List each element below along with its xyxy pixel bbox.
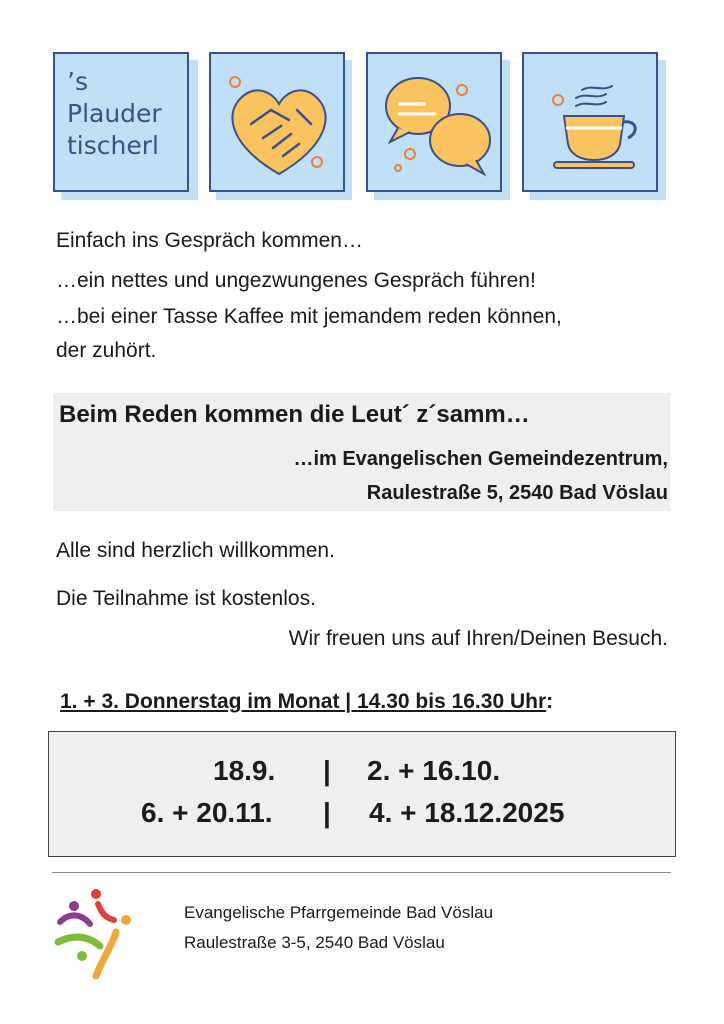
handshake-heart-icon <box>211 54 347 194</box>
date-row1-right: 2. + 16.10. <box>367 755 501 786</box>
schedule-colon: : <box>546 690 554 713</box>
handshake-tile <box>209 52 345 192</box>
schedule-heading <box>60 688 553 716</box>
intro-line: …ein nettes und ungezwungenes Gespräch führen! <box>56 269 536 292</box>
footer-divider <box>52 872 671 873</box>
logo-tile <box>53 52 189 192</box>
coffee-cup-icon <box>524 54 660 194</box>
coffee-tile <box>522 52 658 192</box>
schedule-text: 1. + 3. Donnerstag im Monat | 14.30 bis 16.30 Uhr <box>60 690 547 713</box>
date-row2-right: 4. + 18.12.2025 <box>369 797 565 828</box>
dates-box <box>48 731 676 857</box>
location-banner <box>53 393 670 511</box>
banner-title: Beim Reden kommen die Leut´ z´samm… <box>59 401 530 428</box>
intro-line: Einfach ins Gespräch kommen… <box>56 229 363 252</box>
logo-line: ’s <box>67 67 88 96</box>
welcome-line: Die Teilnahme ist kostenlos. <box>56 587 316 610</box>
speech-tile <box>366 52 502 192</box>
logo-line: tischerl <box>67 131 159 160</box>
intro-line: der zuhört. <box>56 339 157 362</box>
church-logo-icon <box>52 886 142 982</box>
banner-location-line: Raulestraße 5, 2540 Bad Vöslau <box>366 482 668 504</box>
logo-line: Plauder <box>67 99 162 128</box>
banner-location-line: …im Evangelischen Gemeindezentrum, <box>293 448 668 470</box>
date-row2-left: 6. + 20.11. <box>141 797 273 828</box>
date-row1-left: 18.9. <box>213 755 276 786</box>
welcome-line: Wir freuen uns auf Ihren/Deinen Besuch. <box>288 627 668 650</box>
welcome-line: Alle sind herzlich willkommen. <box>56 539 335 562</box>
speech-bubbles-icon <box>368 54 504 194</box>
footer-org: Evangelische Pfarrgemeinde Bad Vöslau <box>184 903 494 922</box>
footer-address: Raulestraße 3-5, 2540 Bad Vöslau <box>184 933 445 952</box>
date-row1-separator: | <box>323 755 331 786</box>
date-row2-separator: | <box>323 797 331 828</box>
logo-text <box>67 66 162 162</box>
intro-line: …bei einer Tasse Kaffee mit jemandem reden können, <box>56 305 562 328</box>
